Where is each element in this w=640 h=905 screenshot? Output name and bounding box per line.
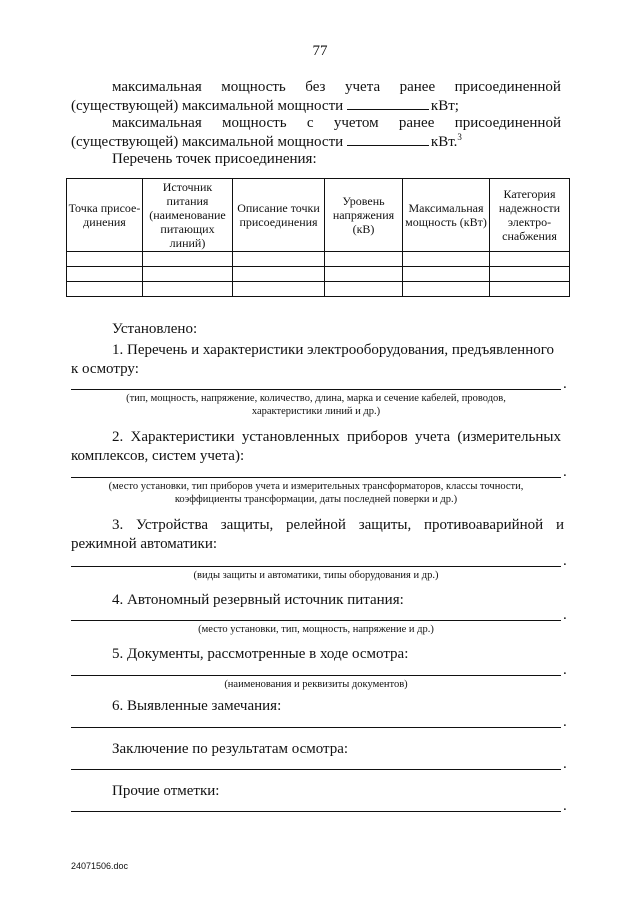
item3-end-dot: . bbox=[563, 553, 567, 569]
item2-line2: комплексов, систем учета): bbox=[71, 448, 245, 464]
word: ранее bbox=[398, 115, 435, 131]
table-header-row bbox=[67, 179, 570, 252]
conclusion-end-dot: . bbox=[563, 756, 567, 772]
word: учетом bbox=[333, 115, 379, 131]
word: мощность bbox=[221, 79, 286, 95]
item3-caption-1: (виды защиты и автоматики, типы оборудования и др.) bbox=[193, 570, 439, 581]
table-cell[interactable] bbox=[490, 282, 570, 297]
item5-end-dot: . bbox=[563, 662, 567, 678]
item2-fill-line[interactable] bbox=[71, 477, 561, 478]
other-notes-line: Прочие отметки: bbox=[112, 783, 220, 799]
word: и bbox=[555, 517, 564, 533]
footnote-mark: 3 bbox=[457, 132, 462, 142]
footer-filename: 24071506.doc bbox=[71, 861, 129, 871]
word: противоаварийной bbox=[423, 517, 544, 533]
item2-line1 bbox=[112, 428, 561, 446]
table-header-cell: Описание точки присоединения bbox=[233, 179, 325, 252]
word: с bbox=[306, 115, 314, 131]
word: без bbox=[305, 79, 326, 95]
table-cell[interactable] bbox=[403, 282, 490, 297]
power-line-1-cont bbox=[71, 96, 459, 115]
item5-fill-line[interactable] bbox=[71, 675, 561, 676]
table-cell[interactable] bbox=[67, 252, 143, 267]
word: 3. bbox=[112, 517, 124, 533]
power-line-1-cont-text: (существующей) максимальной мощности bbox=[71, 98, 344, 114]
table-cell[interactable] bbox=[143, 282, 233, 297]
table-header-cell: Максимальная мощность (кВт) bbox=[403, 179, 490, 252]
established-heading: Установлено: bbox=[112, 321, 198, 337]
item4-fill-line[interactable] bbox=[71, 620, 561, 621]
power-blank-1 bbox=[347, 96, 429, 110]
word: защиты, bbox=[220, 517, 274, 533]
table-row bbox=[67, 282, 570, 297]
item2-caption-1: (место установки, тип приборов учета и измерительных трансформаторов, классы точности, bbox=[108, 481, 524, 492]
item3-fill-line[interactable] bbox=[71, 566, 561, 567]
item2-end-dot: . bbox=[563, 464, 567, 480]
item3-line2: режимной автоматики: bbox=[71, 536, 218, 552]
power-blank-2 bbox=[347, 132, 429, 146]
word: мощность bbox=[222, 115, 287, 131]
item6-fill-line[interactable] bbox=[71, 727, 561, 728]
word: (измерительных bbox=[457, 429, 561, 445]
table-cell[interactable] bbox=[325, 267, 403, 282]
page-number: 77 bbox=[312, 43, 328, 59]
power-line-2-cont bbox=[71, 132, 462, 151]
other-notes-fill-line[interactable] bbox=[71, 811, 561, 812]
table-cell[interactable] bbox=[325, 252, 403, 267]
word: Устройства bbox=[136, 517, 208, 533]
table-cell[interactable] bbox=[143, 267, 233, 282]
word: присоединенной bbox=[454, 79, 561, 95]
table-header-cell: Уровень напряжения (кВ) bbox=[325, 179, 403, 252]
item4-end-dot: . bbox=[563, 607, 567, 623]
word: присоединенной bbox=[454, 115, 561, 131]
item5-caption-1: (наименования и реквизиты документов) bbox=[224, 679, 408, 690]
power-line-1 bbox=[112, 78, 561, 96]
word: учета bbox=[415, 429, 451, 445]
item5-line: 5. Документы, рассмотренные в ходе осмотра: bbox=[112, 646, 409, 662]
item1-fill-line[interactable] bbox=[71, 389, 561, 390]
table-cell[interactable] bbox=[325, 282, 403, 297]
item1-end-dot: . bbox=[563, 376, 567, 392]
table-header-cell: Точка присое-динения bbox=[67, 179, 143, 252]
word: максимальная bbox=[112, 79, 202, 95]
word: приборов bbox=[346, 429, 408, 445]
item1-caption-2: характеристики линий и др.) bbox=[251, 406, 381, 417]
word: релейной bbox=[286, 517, 346, 533]
table-cell[interactable] bbox=[233, 252, 325, 267]
table-cell[interactable] bbox=[143, 252, 233, 267]
table-row bbox=[67, 252, 570, 267]
points-heading: Перечень точек присоединения: bbox=[112, 151, 317, 167]
connection-points-table bbox=[66, 178, 570, 297]
word: учета bbox=[345, 79, 381, 95]
item4-caption-1: (место установки, тип, мощность, напряжение и др.) bbox=[198, 624, 434, 635]
table-cell[interactable] bbox=[67, 282, 143, 297]
table-header-cell: Источник питания (наименование питающих линий) bbox=[143, 179, 233, 252]
table-row bbox=[67, 267, 570, 282]
power-unit-2: кВт. bbox=[430, 134, 458, 150]
table-cell[interactable] bbox=[67, 267, 143, 282]
power-line-2 bbox=[112, 114, 561, 132]
item6-end-dot: . bbox=[563, 714, 567, 730]
table-header-cell: Категория надежности электро-снабжения bbox=[490, 179, 570, 252]
table-cell[interactable] bbox=[403, 267, 490, 282]
word: 2. bbox=[112, 429, 124, 445]
item1-line2: к осмотру: bbox=[71, 361, 139, 377]
word: максимальная bbox=[112, 115, 202, 131]
item4-line: 4. Автономный резервный источник питания: bbox=[112, 592, 404, 608]
table-cell[interactable] bbox=[233, 282, 325, 297]
word: Характеристики bbox=[130, 429, 235, 445]
power-unit-1: кВт; bbox=[430, 98, 459, 114]
item1-caption-1: (тип, мощность, напряжение, количество, длина, марка и сечение кабелей, проводов, bbox=[126, 393, 506, 404]
table-cell[interactable] bbox=[490, 252, 570, 267]
item1-line1: 1. Перечень и характеристики электрооборудования, предъявленного bbox=[112, 342, 555, 358]
power-line-2-cont-text: (существующей) максимальной мощности bbox=[71, 134, 344, 150]
word: защиты, bbox=[358, 517, 412, 533]
table-cell[interactable] bbox=[403, 252, 490, 267]
other-notes-end-dot: . bbox=[563, 798, 567, 814]
word: установленных bbox=[241, 429, 340, 445]
word: ранее bbox=[399, 79, 436, 95]
table-cell[interactable] bbox=[233, 267, 325, 282]
table-cell[interactable] bbox=[490, 267, 570, 282]
item3-line1 bbox=[112, 516, 564, 534]
conclusion-line: Заключение по результатам осмотра: bbox=[112, 741, 349, 757]
conclusion-fill-line[interactable] bbox=[71, 769, 561, 770]
item2-caption-2: коэффициенты трансформации, даты последней поверки и др.) bbox=[174, 494, 458, 505]
item6-line: 6. Выявленные замечания: bbox=[112, 698, 282, 714]
